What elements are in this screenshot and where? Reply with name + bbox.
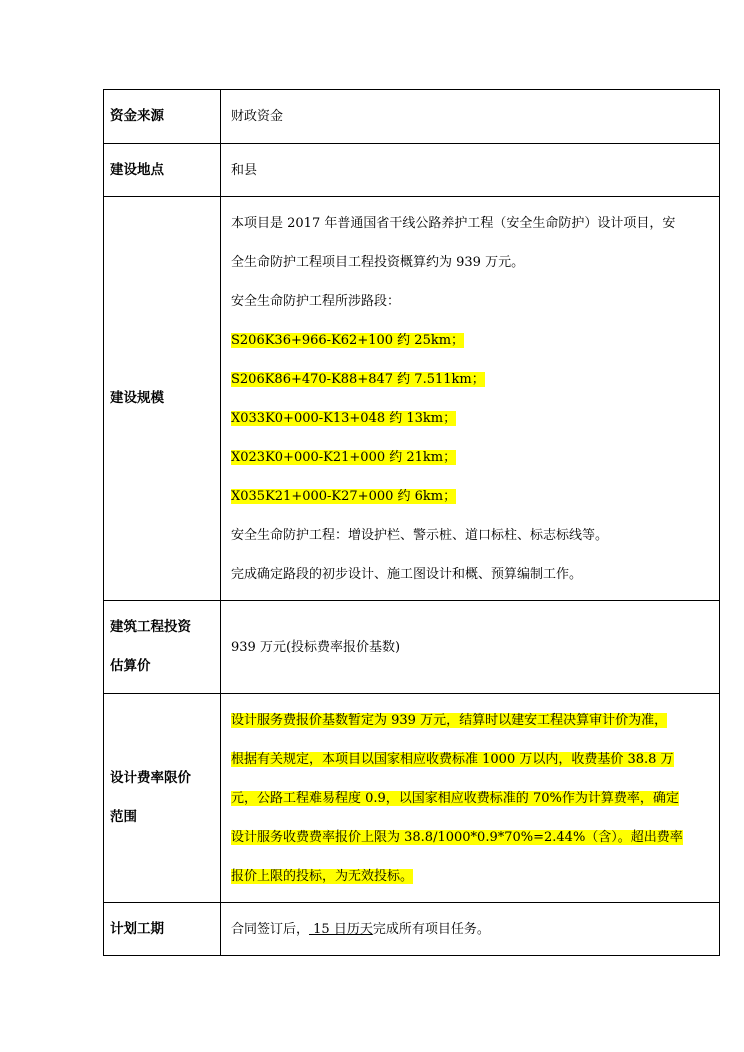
- row-schedule: [104, 903, 720, 956]
- scale-line: 安全生命防护工程所涉路段：: [231, 293, 401, 309]
- label-location: 建设地点: [104, 144, 221, 197]
- project-info-table: [103, 89, 720, 956]
- road-segment: X035K21+000-K27+000 约 6km；: [231, 488, 457, 504]
- value-funding-source: 财政资金: [221, 90, 720, 144]
- label-schedule: 计划工期: [104, 903, 221, 956]
- scale-line: 完成确定路段的初步设计、施工图设计和概、预算编制工作。: [231, 566, 583, 582]
- row-location: [104, 144, 720, 197]
- value-investment: 939 万元(投标费率报价基数): [221, 601, 720, 694]
- row-scale: [104, 197, 720, 601]
- schedule-days: 15 日历天: [309, 921, 373, 937]
- road-segment: S206K86+470-K88+847 约 7.511km；: [231, 371, 485, 387]
- scale-line: 全生命防护工程项目工程投资概算约为 939 万元。: [231, 254, 525, 270]
- value-location: 和县: [221, 144, 720, 197]
- label-line: 建筑工程投资: [110, 619, 191, 635]
- row-funding-source: [104, 90, 720, 144]
- scale-line: 安全生命防护工程：增设护栏、警示桩、道口标柱、标志标线等。: [231, 527, 609, 543]
- value-fee-rate: [221, 694, 720, 903]
- fee-line: 根据有关规定，本项目以国家相应收费标准 1000 万以内，收费基价 38.8 万: [231, 751, 674, 767]
- label-line: 设计费率限价: [110, 770, 191, 786]
- label-investment: [104, 601, 221, 694]
- road-segment: S206K36+966-K62+100 约 25km；: [231, 332, 465, 348]
- label-line: 估算价: [110, 658, 151, 674]
- fee-line: 元，公路工程难易程度 0.9，以国家相应收费标准的 70%作为计算费率，确定: [231, 790, 679, 806]
- label-scale: 建设规模: [104, 197, 221, 601]
- road-segment: X033K0+000-K13+048 约 13km；: [231, 410, 457, 426]
- row-fee-rate: [104, 694, 720, 903]
- label-line: 范围: [110, 809, 137, 825]
- fee-line: 报价上限的投标，为无效投标。: [231, 868, 414, 884]
- fee-line: 设计服务费报价基数暂定为 939 万元，结算时以建安工程决算审计价为准，: [231, 712, 668, 728]
- schedule-post: 完成所有项目任务。: [372, 921, 490, 937]
- label-funding-source: 资金来源: [104, 90, 221, 144]
- value-scale: [221, 197, 720, 601]
- scale-line: 本项目是 2017 年普通国省干线公路养护工程（安全生命防护）设计项目，安: [231, 215, 676, 231]
- row-investment: [104, 601, 720, 694]
- road-segment: X023K0+000-K21+000 约 21km；: [231, 449, 457, 465]
- label-fee-rate: [104, 694, 221, 903]
- fee-line: 设计服务收费费率报价上限为 38.8/1000*0.9*70%=2.44%（含）。超出费率: [231, 829, 683, 845]
- value-schedule: [221, 903, 720, 956]
- schedule-pre: 合同签订后，: [231, 921, 310, 937]
